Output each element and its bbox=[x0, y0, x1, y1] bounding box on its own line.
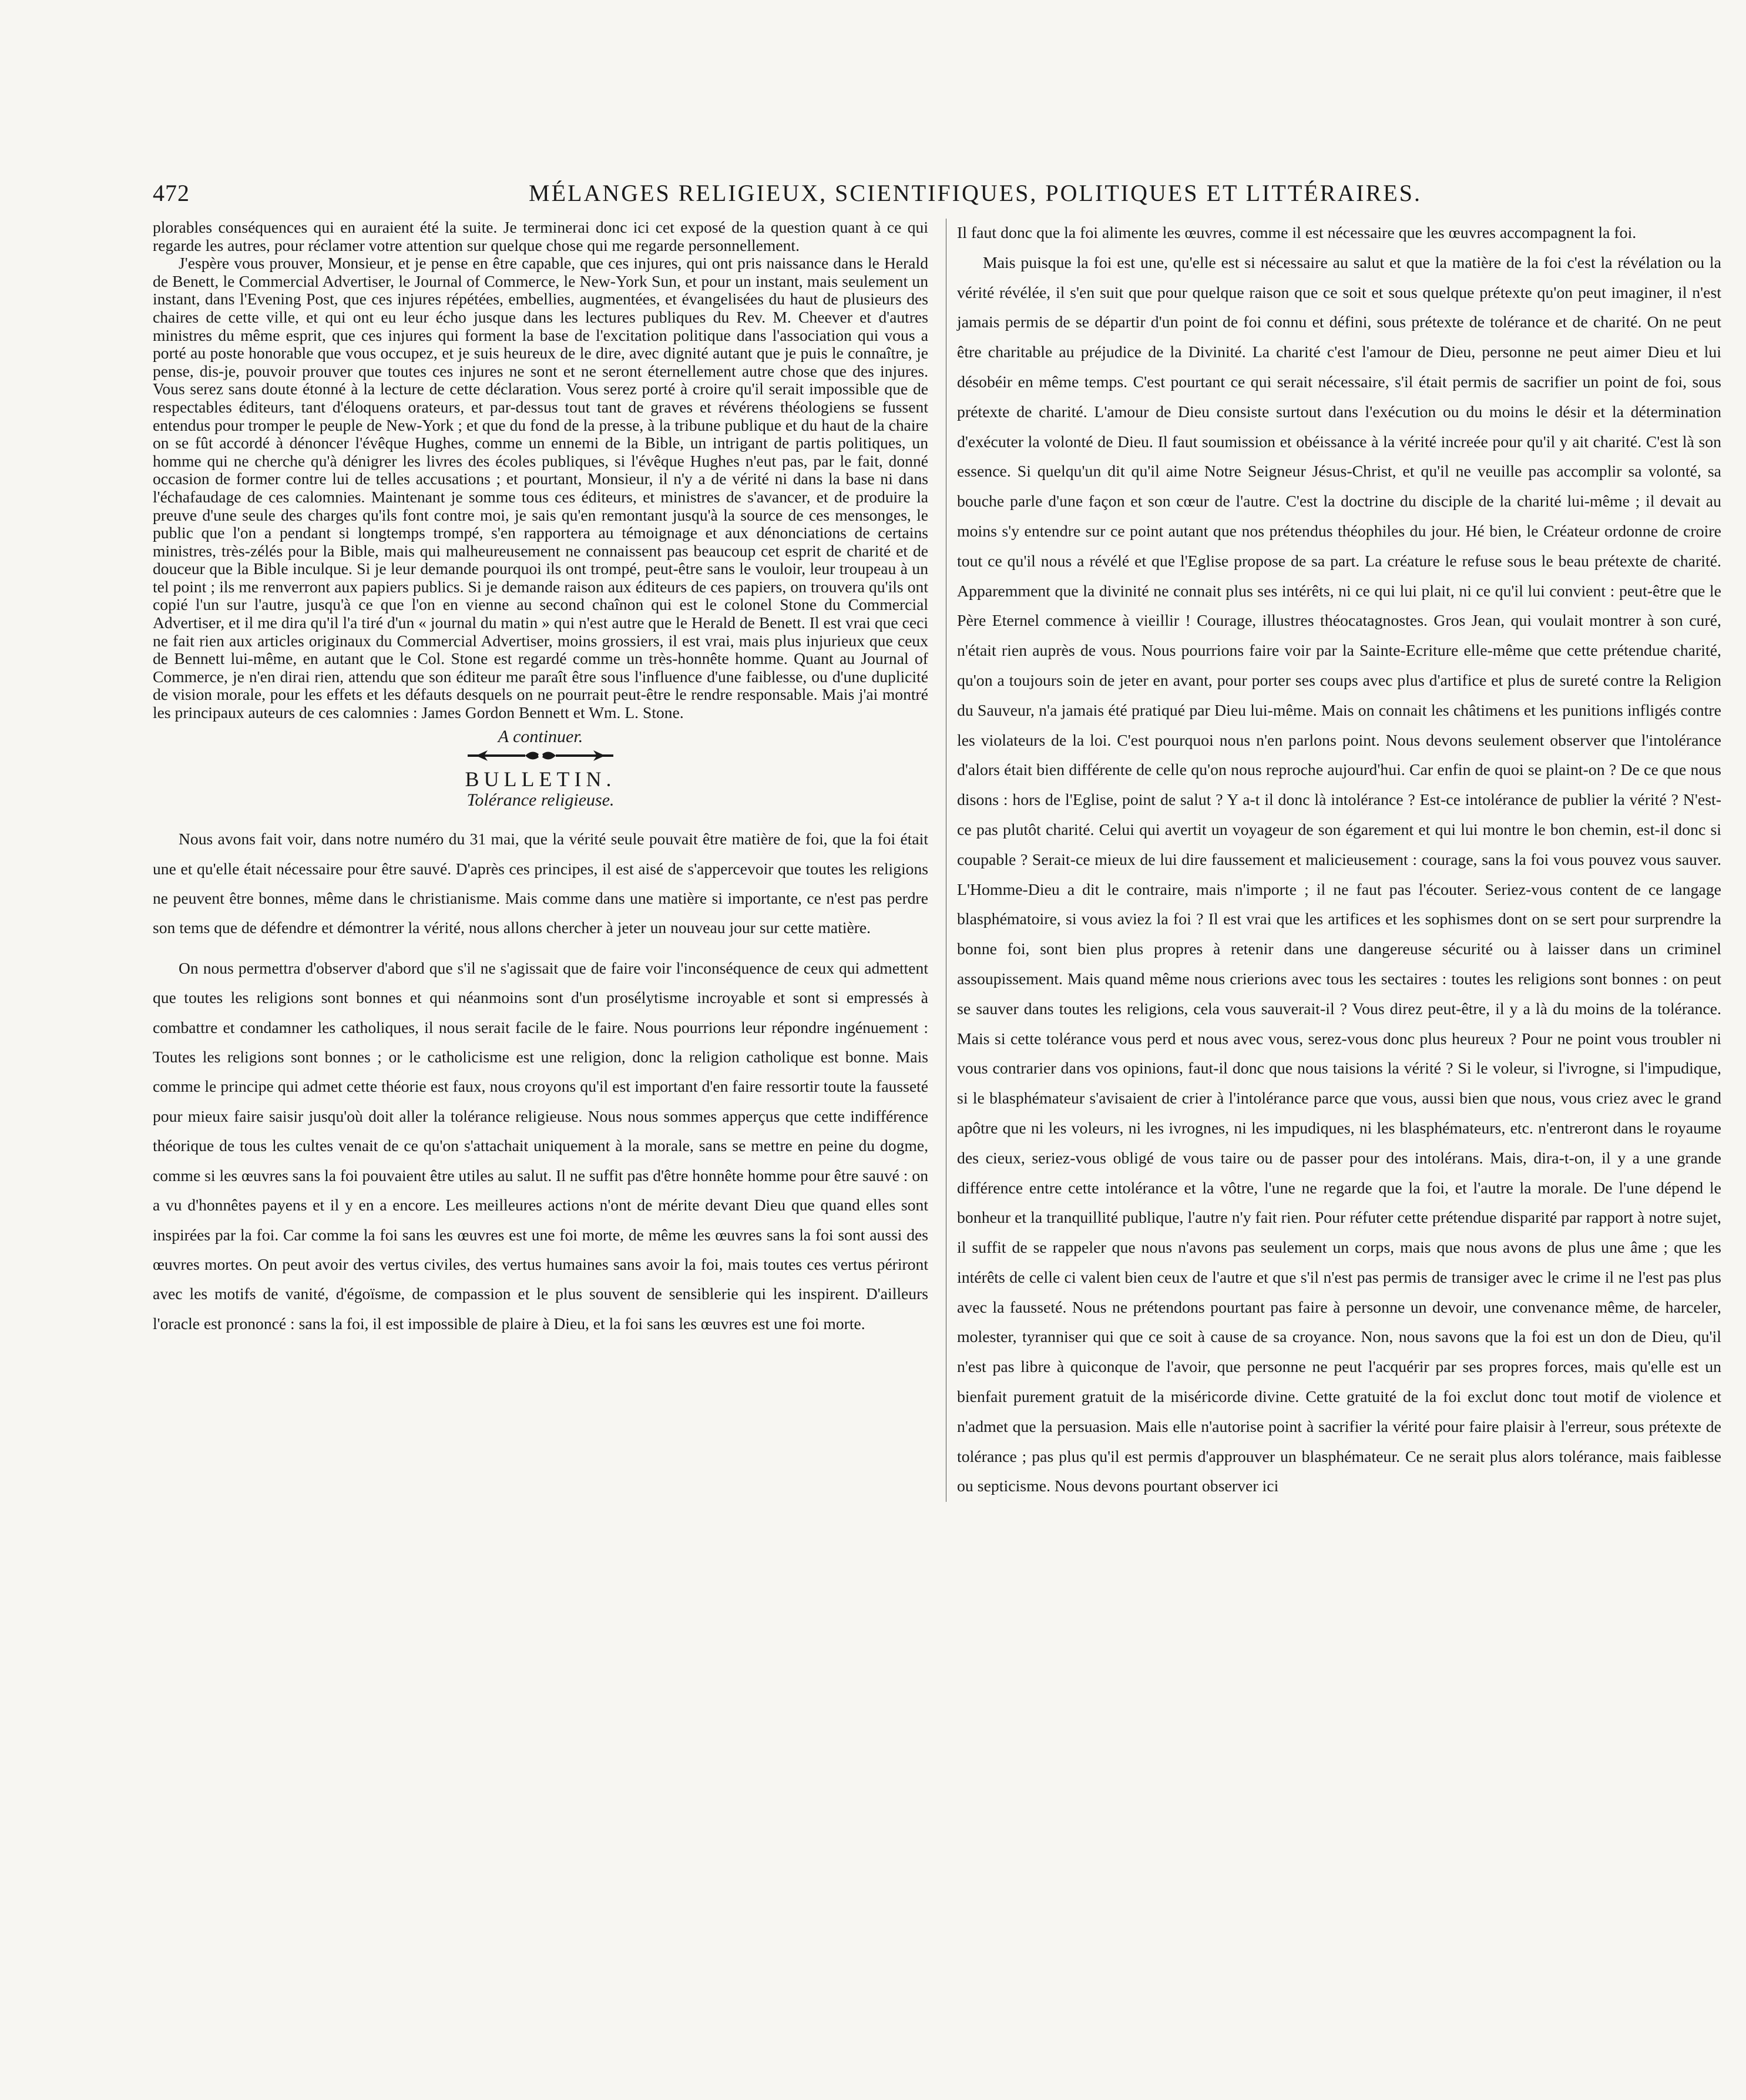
text-columns bbox=[153, 219, 1721, 1502]
running-title: MÉLANGES RELIGIEUX, SCIENTIFIQUES, POLITIQUES ET LITTÉRAIRES. bbox=[529, 180, 1422, 206]
letter-paragraph: plorables conséquences qui en auraient été la suite. Je terminerai donc ici cet exposé de la question quant à ce qui regarde les autres, pour réclamer votre attention sur quelque chose qui me regarde personnellement. bbox=[153, 218, 928, 254]
article-paragraph: Mais puisque la foi est une, qu'elle est si nécessaire au salut et que la matière de la foi c'est la révélation ou la vérité révélée, il s'en suit que pour quelque raison que ce soit et sous quelque prétexte qu'on peut imaginer, il n'est jamais permis de se départir d'un point de foi connu et défini, sous prétexte de tolérance et de charité. On ne peut être charitable au préjudice de la Divinité. La charité c'est l'amour de Dieu, personne ne peut aimer Dieu et lui désobéir en même temps. C'est pourtant ce qui serait nécessaire, s'il était permis de sacrifier un point de foi, sous prétexte de charité. L'amour de Dieu consiste surtout dans l'exécution ou du moins le désir et la détermination d'exécuter la volonté de Dieu. Il faut soumission et obéissance à la vérité increée pour qu'il y ait charité. C'est là son essence. Si quelqu'un dit qu'il aime Notre Seigneur Jésus-Christ, et qu'il ne veuille pas accomplir sa volonté, sa bouche parle d'une façon et son cœur de l'autre. C'est la doctrine du disciple de la charité lui-même ; il devait au moins s'y entendre sur ce point autant que nos prétendus théophiles du jour. Hé bien, le Créateur ordonne de croire tout ce qu'il nous a révélé et que l'Eglise propose de sa part. La créature le refuse sous le beau prétexte de charité. Apparemment que la divinité ne connait plus ses intérêts, ni ce qui lui plait, ni ce qu'il lui convient : peut-être que le Père Eternel commence à vieillir ! Courage, illustres théocatagnostes. Gros Jean, qui voulait montrer à son curé, n'était rien auprès de vous. Nous pourrions faire voir par la Sainte-Ecriture elle-même que cette prétendue charité, qu'on a toujours soin de jeter en avant, pour porter ses coups avec plus d'artifice et plus de sureté contre la Religion du Sauveur, n'a jamais été pratiqué par Dieu lui-même. Mais on connait les châtimens et les punitions infligés contre les violateurs de la loi. C'est pourquoi nous n'en parlons point. Nous devons seulement observer que l'intolérance d'alors était bien différente de celle qu'on nous reproche aujourd'hui. Car enfin de quoi se plaint-on ? De ce que nous disons : hors de l'Eglise, point de salut ? Y a-t il donc là intolérance ? Est-ce intolérance de publier la vérité ? N'est-ce pas plutôt charité. Celui qui avertit un voyageur de son égarement et qui lui montre le bon chemin, est-il donc si coupable ? Serait-ce mieux de lui dire faussement et malicieusement : courage, sans la foi vous pouvez vous sauver. L'Homme-Dieu a dit le contraire, mais n'importe ; il ne faut pas l'écouter. Seriez-vous content de ce langage blasphématoire, si vous aviez la foi ? Il est vrai que les artifices et les sophismes dont on se sert pour surprendre la bonne foi, sont bien plus propres à retenir dans une dangereuse sécurité ou à laisser dans un criminel assoupissement. Mais quand même nous crierions avec tous les sectaires : toutes les religions sont bonnes : on peut se sauver dans toutes les religions, cela vous sauverait-il ? Vous direz peut-être, il y a là du moins de la tolérance. Mais si cette tolérance vous perd et nous avec vous, serez-vous donc plus heureux ? Pour ne point vous troubler ni vous contrarier dans vos opinions, faut-il donc que nous taisions la vérité ? Si le voleur, si l'ivrogne, si l'impudique, si le blasphémateur s'avisaient de crier à l'intolérance parce que vous, aussi bien que nous, vous criez avec le grand apôtre que ni les voleurs, ni les ivrognes, ni les impudiques, ni les blasphémateurs, etc. n'entreront dans le royaume des cieux, seriez-vous obligé de vous taire ou de passer pour des intolérans. Mais, dira-t-on, il y a une grande différence entre cette intolérance et la vôtre, l'une ne regarde que la foi, et l'autre la morale. De l'une dépend le bonheur et la tranquillité publique, l'autre n'y fait rien. Pour réfuter cette prétendue disparité par rapport à notre sujet, il suffit de se rappeler que nous n'avons pas seulement un corps, mais que nous avons de plus une âme ; que les intérêts de celle ci valent bien ceux de l'autre et que s'il n'est pas permis de transiger avec le crime il ne l'est pas plus avec la fausseté. Nous ne prétendons pourtant pas faire à personne un devoir, une convenance même, de harceler, molester, tyranniser qui que ce soit à cause de sa croyance. Non, nous savons que la foi est un don de Dieu, qu'il n'est pas libre à quiconque de l'avoir, que personne ne peut l'acquérir par ses propres forces, mais qu'elle est un bienfait purement gratuit de la miséricorde divine. Cette gratuité de la foi exclut donc tout motif de violence et n'admet que la persuasion. Mais elle n'autorise point à sacrifier la vérité pour faire plaisir à l'erreur, sous prétexte de tolérance ; pas plus qu'il est permis d'approuver un blasphémateur. Ce ne serait plus alors tolérance, mais faiblesse ou septicisme. Nous devons pourtant observer ici bbox=[957, 253, 1721, 1496]
page-number: 472 bbox=[153, 180, 190, 206]
left-column bbox=[153, 219, 928, 1502]
letter-paragraph: J'espère vous prouver, Monsieur, et je pense en être capable, que ces injures, qui ont pris naissance dans le Herald de Benett, le Commercial Advertiser, le Journal of Commerce, le New-York Sun, et pour un instant, mais seulement un instant, dans l'Evening Post, que ces injures répétées, embellies, augmentées, et évangelisées du haut de plusieurs des chaires de cette ville, et qui ont eu leur écho jusque dans les lectures publiques du Rev. M. Cheever et d'autres ministres du même esprit, que ces injures qui forment la base de l'excitation politique dans l'association qui vous a porté au poste honorable que vous occupez, et je suis heureux de le dire, avec dignité autant que je puis le connaître, je pense, dis-je, pouvoir prouver que toutes ces injures ne sont et ne seront éternellement autre chose que des injures. Vous serez sans doute étonné à la lecture de cette déclaration. Vous serez porté à croire qu'il serait impossible que de respectables éditeurs, tant d'éloquens orateurs, et par-dessus tout tant de graves et révérens théologiens se fussent entendus pour tromper le peuple de New-York ; et que du fond de la presse, à la tribune publique et du haut de la chaire on se fût accordé à dénoncer l'évêque Hughes, comme un ennemi de la Bible, un intrigant de partis politiques, un homme qui ne cherche qu'à dénigrer les livres des écoles publiques, si l'évêque Hughes n'eut pas, par le fait, donné occasion de former contre lui de telles accusations ; et pourtant, Monsieur, il n'y a de vérité ni dans la base ni dans l'échafaudage de ces calomnies. Maintenant je somme tous ces éditeurs, et ministres de s'avancer, et de produire la preuve d'une seule des charges qu'ils font contre moi, je sais qu'en remontant jusqu'à la source de ces mensonges, le public que l'on a pendant si longtemps trompé, s'en rapportera au témoignage et aux dénonciations de certains ministres, très-zélés pour la Bible, mais qui malheureusement ne connaissent pas beaucoup cet esprit de charité et de douceur que la Bible inculque. Si je leur demande pourquoi ils ont trompé, peut-être sans le vouloir, leur troupeau à un tel point ; ils me renverront aux papiers publics. Si je demande raison aux éditeurs de ces papiers, on trouvera qu'ils ont copié l'un sur l'autre, jusqu'à ce que l'on en vienne au second chaînon qui est le colonel Stone du Commercial Advertiser, et il me dira qu'il l'a tiré d'un « journal du matin » qui n'est autre que le Herald de Benett. Il est vrai que ceci ne fait rien aux articles originaux du Commercial Advertiser, moins grossiers, il est vrai, mais plus injurieux que ceux de Bennett lui-même, en autant que le Col. Stone est regardé comme un très-honnête homme. Quant au Journal of Commerce, je n'en dirai rien, attendu que son éditeur me paraît être sous l'influence d'une faiblesse, ou d'une duplicité de vision morale, pour les effets et les défauts desquels on ne pourrait peut-être le rendre responsable. Mais j'ai montré les principaux auteurs de ces calomnies : James Gordon Bennett et Wm. L. Stone. bbox=[153, 254, 928, 722]
bulletin-paragraph: On nous permettra d'observer d'abord que s'il ne s'agissait que de faire voir l'inconséquence de ceux qui admettent que toutes les religions sont bonnes et qui néanmoins sont d'un prosélytisme incroyable et sont si empressés à combattre et condamner les catholiques, il nous serait facile de le faire. Nous pourrions leur répondre ingénuement : Toutes les religions sont bonnes ; or le catholicisme est une religion, donc la religion catholique est bonne. Mais comme le principe qui admet cette théorie est faux, nous croyons qu'il est important d'en faire ressortir toute la fausseté pour mieux faire saisir jusqu'où doit aller la tolérance religieuse. Nous nous sommes apperçus que cette indifférence théorique de tous les cultes venait de ce qu'on s'attachait uniquement à la morale, sans se mettre en peine du dogme, comme si les œuvres sans la foi pouvaient être utiles au salut. Il ne suffit pas d'être honnête homme pour être sauvé : on a vu d'honnêtes payens et il y en a encore. Les meilleures actions n'ont de mérite devant Dieu que quand elles sont inspirées par la foi. Car comme la foi sans les œuvres est une foi morte, de même les œuvres sans la foi sont aussi des œuvres mortes. On peut avoir des vertus civiles, des vertus humaines sans avoir la foi, mais toutes ces vertus périront avec les motifs de vanité, d'égoïsme, de compassion et le plus souvent de sensiblerie qui les inspirent. D'ailleurs l'oracle est prononcé : sans la foi, il est impossible de plaire à Dieu, et la foi sans les œuvres est une foi morte. bbox=[153, 958, 928, 1333]
bulletin-body bbox=[153, 824, 928, 1339]
ornament-divider-icon bbox=[464, 747, 617, 764]
article-paragraph: Il faut donc que la foi alimente les œuvres, comme il est nécessaire que les œuvres accompagnent la foi. bbox=[957, 224, 1637, 242]
bulletin-title: BULLETIN. bbox=[465, 767, 616, 791]
right-column bbox=[946, 219, 1721, 1502]
bulletin-paragraph: Nous avons fait voir, dans notre numéro du 31 mai, que la vérité seule pouvait être matière de foi, que la foi était une et qu'elle était nécessaire pour être sauvé. D'après ces principes, il est aisé de s'appercevoir que toutes les religions ne peuvent être bonnes, même dans le christianisme. Mais comme dans une matière si importante, ce n'est pas perdre son tems que de défendre et démontrer la vérité, nous allons chercher à jeter un nouveau jour sur cette matière. bbox=[153, 830, 928, 937]
bulletin-subtitle: Tolérance religieuse. bbox=[466, 790, 615, 810]
page-header bbox=[153, 172, 1715, 207]
continuation-note: A continuer. bbox=[498, 726, 583, 746]
